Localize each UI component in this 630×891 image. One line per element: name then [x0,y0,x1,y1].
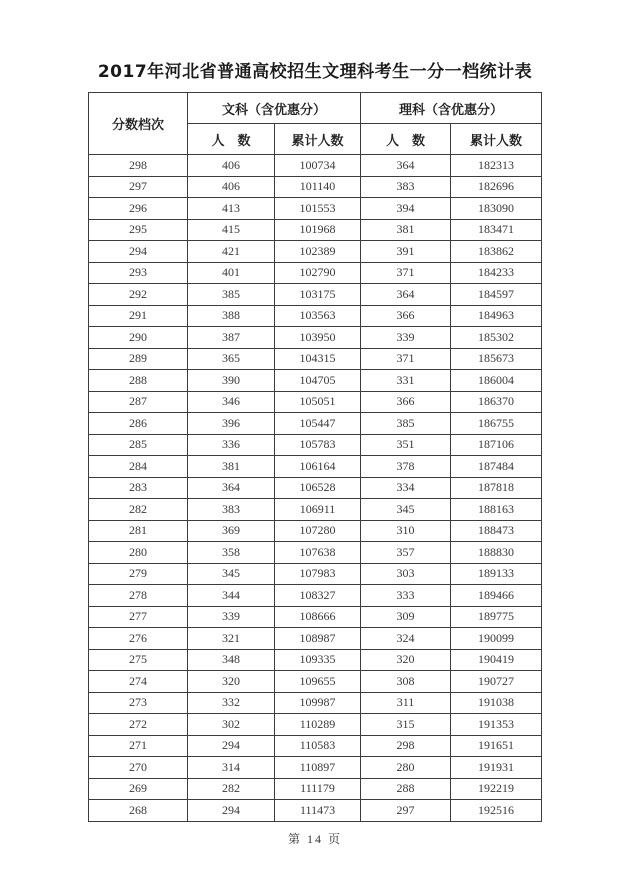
arts-count-cell: 321 [188,628,275,650]
table-row [89,391,542,413]
arts-count-header: 人 数 [188,124,275,155]
table-row [89,327,542,349]
arts-cumulative-cell: 102389 [275,241,361,263]
science-cumulative-cell: 187818 [451,477,542,499]
table-row [89,800,542,822]
science-count-cell: 371 [361,262,451,284]
science-count-cell: 371 [361,348,451,370]
score-cell: 284 [89,456,188,478]
science-count-cell: 298 [361,735,451,757]
arts-cumulative-cell: 103563 [275,305,361,327]
arts-cumulative-cell: 103175 [275,284,361,306]
arts-count-cell: 336 [188,434,275,456]
table-row [89,219,542,241]
science-cumulative-cell: 191038 [451,692,542,714]
arts-cumulative-cell: 101140 [275,176,361,198]
score-cell: 288 [89,370,188,392]
science-cumulative-cell: 191353 [451,714,542,736]
science-count-header: 人 数 [361,124,451,155]
arts-count-cell: 415 [188,219,275,241]
table-row [89,606,542,628]
arts-count-cell: 406 [188,176,275,198]
arts-count-cell: 383 [188,499,275,521]
arts-count-cell: 294 [188,735,275,757]
score-cell: 274 [89,671,188,693]
science-cumulative-header: 累计人数 [451,124,542,155]
science-cumulative-cell: 192516 [451,800,542,822]
score-cell: 275 [89,649,188,671]
table-header [89,93,542,155]
science-count-cell: 310 [361,520,451,542]
science-cumulative-cell: 192219 [451,778,542,800]
science-cumulative-cell: 189775 [451,606,542,628]
arts-cumulative-cell: 105051 [275,391,361,413]
arts-cumulative-cell: 101968 [275,219,361,241]
arts-cumulative-cell: 108666 [275,606,361,628]
arts-count-cell: 339 [188,606,275,628]
arts-count-cell: 390 [188,370,275,392]
science-count-cell: 364 [361,284,451,306]
science-count-cell: 383 [361,176,451,198]
score-cell: 271 [89,735,188,757]
arts-count-cell: 358 [188,542,275,564]
table-row [89,692,542,714]
science-cumulative-cell: 182696 [451,176,542,198]
score-distribution-table [88,92,542,822]
arts-count-cell: 388 [188,305,275,327]
arts-count-cell: 401 [188,262,275,284]
arts-cumulative-cell: 102790 [275,262,361,284]
score-cell: 280 [89,542,188,564]
arts-count-cell: 365 [188,348,275,370]
science-count-cell: 280 [361,757,451,779]
table-row [89,757,542,779]
score-cell: 289 [89,348,188,370]
page-number: 第 14 页 [287,832,342,846]
science-cumulative-cell: 190727 [451,671,542,693]
table-row [89,671,542,693]
table-row [89,714,542,736]
score-cell: 292 [89,284,188,306]
science-cumulative-cell: 184963 [451,305,542,327]
score-cell: 282 [89,499,188,521]
score-cell: 276 [89,628,188,650]
arts-count-cell: 421 [188,241,275,263]
table-row [89,563,542,585]
science-cumulative-cell: 187106 [451,434,542,456]
table-row [89,434,542,456]
arts-count-cell: 413 [188,198,275,220]
arts-count-cell: 346 [188,391,275,413]
arts-cumulative-cell: 104705 [275,370,361,392]
arts-count-cell: 320 [188,671,275,693]
arts-cumulative-cell: 106164 [275,456,361,478]
table-body [89,155,542,822]
science-cumulative-cell: 183090 [451,198,542,220]
arts-count-cell: 369 [188,520,275,542]
science-cumulative-cell: 184233 [451,262,542,284]
arts-cumulative-cell: 101553 [275,198,361,220]
score-cell: 270 [89,757,188,779]
arts-count-cell: 302 [188,714,275,736]
science-count-cell: 331 [361,370,451,392]
page-title: 2017年河北省普通高校招生文理科考生一分一档统计表 [97,62,533,82]
arts-count-cell: 396 [188,413,275,435]
table-row [89,628,542,650]
score-cell: 269 [89,778,188,800]
arts-cumulative-cell: 107983 [275,563,361,585]
score-cell: 298 [89,155,188,177]
table-row [89,477,542,499]
arts-cumulative-cell: 110583 [275,735,361,757]
table-row [89,176,542,198]
score-cell: 297 [89,176,188,198]
score-cell: 279 [89,563,188,585]
table-row [89,155,542,177]
science-count-cell: 357 [361,542,451,564]
table-row [89,778,542,800]
arts-count-cell: 282 [188,778,275,800]
arts-count-cell: 294 [188,800,275,822]
science-cumulative-cell: 184597 [451,284,542,306]
score-cell: 287 [89,391,188,413]
table-row [89,499,542,521]
arts-cumulative-cell: 108327 [275,585,361,607]
science-count-cell: 303 [361,563,451,585]
science-group-header: 理科（含优惠分） [361,93,542,124]
arts-cumulative-cell: 106528 [275,477,361,499]
science-count-cell: 334 [361,477,451,499]
table-row [89,456,542,478]
arts-cumulative-cell: 109655 [275,671,361,693]
table-row [89,241,542,263]
table-row [89,520,542,542]
table-row [89,735,542,757]
science-count-cell: 364 [361,155,451,177]
science-count-cell: 333 [361,585,451,607]
science-count-cell: 309 [361,606,451,628]
score-cell: 295 [89,219,188,241]
arts-count-cell: 344 [188,585,275,607]
science-count-cell: 311 [361,692,451,714]
science-cumulative-cell: 188163 [451,499,542,521]
science-count-cell: 351 [361,434,451,456]
science-cumulative-cell: 189466 [451,585,542,607]
science-count-cell: 391 [361,241,451,263]
arts-count-cell: 364 [188,477,275,499]
score-cell: 272 [89,714,188,736]
science-cumulative-cell: 189133 [451,563,542,585]
score-cell: 286 [89,413,188,435]
arts-count-cell: 332 [188,692,275,714]
score-cell: 293 [89,262,188,284]
score-cell: 277 [89,606,188,628]
arts-cumulative-cell: 109987 [275,692,361,714]
arts-cumulative-cell: 110897 [275,757,361,779]
science-count-cell: 288 [361,778,451,800]
header-row-groups [89,93,542,124]
science-count-cell: 320 [361,649,451,671]
table-row [89,198,542,220]
arts-count-cell: 314 [188,757,275,779]
science-count-cell: 345 [361,499,451,521]
science-count-cell: 366 [361,305,451,327]
science-cumulative-cell: 183471 [451,219,542,241]
score-cell: 273 [89,692,188,714]
table-row [89,284,542,306]
arts-cumulative-cell: 105783 [275,434,361,456]
science-cumulative-cell: 186004 [451,370,542,392]
science-cumulative-cell: 185302 [451,327,542,349]
score-cell: 268 [89,800,188,822]
science-count-cell: 308 [361,671,451,693]
science-cumulative-cell: 191651 [451,735,542,757]
score-cell: 296 [89,198,188,220]
science-cumulative-cell: 188830 [451,542,542,564]
arts-count-cell: 381 [188,456,275,478]
score-level-header: 分数档次 [89,93,188,155]
arts-cumulative-cell: 107280 [275,520,361,542]
table-row [89,305,542,327]
science-cumulative-cell: 186370 [451,391,542,413]
score-cell: 294 [89,241,188,263]
science-cumulative-cell: 191931 [451,757,542,779]
science-cumulative-cell: 183862 [451,241,542,263]
arts-count-cell: 345 [188,563,275,585]
score-cell: 285 [89,434,188,456]
table-row [89,348,542,370]
science-count-cell: 394 [361,198,451,220]
science-cumulative-cell: 188473 [451,520,542,542]
score-cell: 291 [89,305,188,327]
arts-count-cell: 387 [188,327,275,349]
table-row [89,649,542,671]
arts-cumulative-cell: 111179 [275,778,361,800]
science-cumulative-cell: 190099 [451,628,542,650]
science-count-cell: 366 [361,391,451,413]
science-count-cell: 378 [361,456,451,478]
score-cell: 281 [89,520,188,542]
science-count-cell: 315 [361,714,451,736]
arts-cumulative-cell: 107638 [275,542,361,564]
arts-cumulative-header: 累计人数 [275,124,361,155]
arts-count-cell: 406 [188,155,275,177]
arts-cumulative-cell: 109335 [275,649,361,671]
table-row [89,370,542,392]
arts-count-cell: 348 [188,649,275,671]
science-count-cell: 297 [361,800,451,822]
score-cell: 290 [89,327,188,349]
science-count-cell: 339 [361,327,451,349]
arts-cumulative-cell: 110289 [275,714,361,736]
arts-group-header: 文科（含优惠分） [188,93,361,124]
science-count-cell: 381 [361,219,451,241]
science-cumulative-cell: 190419 [451,649,542,671]
score-cell: 278 [89,585,188,607]
arts-cumulative-cell: 111473 [275,800,361,822]
arts-cumulative-cell: 105447 [275,413,361,435]
science-count-cell: 385 [361,413,451,435]
table-row [89,542,542,564]
arts-cumulative-cell: 106911 [275,499,361,521]
science-cumulative-cell: 187484 [451,456,542,478]
arts-cumulative-cell: 104315 [275,348,361,370]
table-row [89,413,542,435]
science-cumulative-cell: 186755 [451,413,542,435]
arts-count-cell: 385 [188,284,275,306]
arts-cumulative-cell: 103950 [275,327,361,349]
table-row [89,585,542,607]
science-cumulative-cell: 182313 [451,155,542,177]
arts-cumulative-cell: 100734 [275,155,361,177]
arts-cumulative-cell: 108987 [275,628,361,650]
score-cell: 283 [89,477,188,499]
science-count-cell: 324 [361,628,451,650]
science-cumulative-cell: 185673 [451,348,542,370]
table-row [89,262,542,284]
